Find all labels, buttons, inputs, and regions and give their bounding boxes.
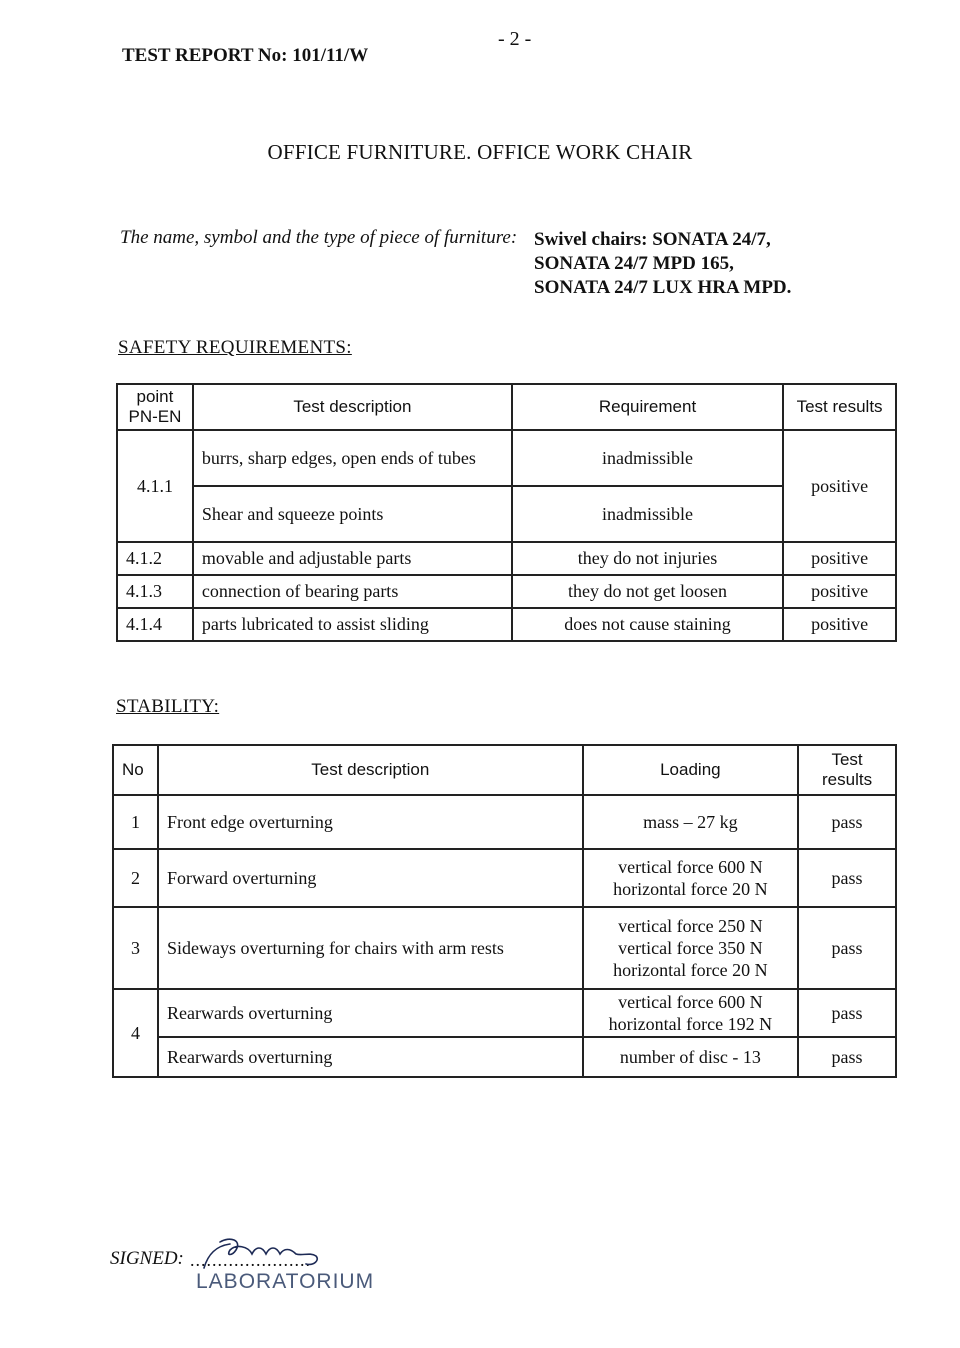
description-cell: burrs, sharp edges, open ends of tubes — [193, 430, 512, 486]
description-cell: Forward overturning — [158, 849, 583, 907]
header-results: Test results — [798, 745, 896, 795]
header-no: No — [113, 745, 158, 795]
no-cell: 2 — [113, 849, 158, 907]
result-cell: pass — [798, 795, 896, 849]
point-cell: 4.1.3 — [117, 575, 193, 608]
description-cell: parts lubricated to assist sliding — [193, 608, 512, 641]
page-number: - 2 - — [498, 28, 532, 50]
header-results: Test results — [783, 384, 896, 430]
furniture-name-label: The name, symbol and the type of piece of furniture: — [120, 227, 518, 248]
table-row — [113, 989, 896, 1037]
no-cell: 3 — [113, 907, 158, 989]
table-row — [117, 608, 896, 641]
result-cell: pass — [798, 1037, 896, 1077]
result-cell: pass — [798, 989, 896, 1037]
signature-dots: ...................... — [190, 1250, 311, 1270]
table-row — [113, 907, 896, 989]
table-row — [113, 1037, 896, 1077]
header-description: Test description — [158, 745, 583, 795]
furniture-name-line: SONATA 24/7 MPD 165, — [534, 253, 734, 274]
loading-cell: vertical force 600 N horizontal force 192 N — [583, 989, 798, 1037]
point-cell: 4.1.1 — [117, 430, 193, 542]
requirement-cell: they do not get loosen — [512, 575, 783, 608]
furniture-name-line: Swivel chairs: SONATA 24/7, — [534, 229, 771, 250]
point-cell: 4.1.2 — [117, 542, 193, 575]
table-row — [117, 486, 896, 542]
table-row — [117, 430, 896, 486]
description-cell: Rearwards overturning — [158, 989, 583, 1037]
description-cell: movable and adjustable parts — [193, 542, 512, 575]
result-cell: positive — [783, 575, 896, 608]
table-row — [113, 849, 896, 907]
loading-cell: vertical force 600 N horizontal force 20 N — [583, 849, 798, 907]
handwritten-signature — [190, 1234, 340, 1274]
safety-table — [116, 383, 897, 642]
table-header-row — [117, 384, 896, 430]
stability-table — [112, 744, 897, 1078]
requirement-cell: inadmissible — [512, 486, 783, 542]
point-cell: 4.1.4 — [117, 608, 193, 641]
loading-cell: mass – 27 kg — [583, 795, 798, 849]
laboratory-stamp: LABORATORIUM — [196, 1270, 375, 1293]
description-cell: connection of bearing parts — [193, 575, 512, 608]
loading-cell: vertical force 250 N vertical force 350 N horizontal force 20 N — [583, 907, 798, 989]
header-requirement: Requirement — [512, 384, 783, 430]
table-row — [117, 542, 896, 575]
table-header-row — [113, 745, 896, 795]
result-cell: positive — [783, 542, 896, 575]
description-cell: Front edge overturning — [158, 795, 583, 849]
signed-label: SIGNED: — [110, 1248, 184, 1269]
table-row — [113, 795, 896, 849]
stability-heading: STABILITY: — [116, 696, 220, 717]
header-loading: Loading — [583, 745, 798, 795]
no-cell: 4 — [113, 989, 158, 1077]
furniture-name-line: SONATA 24/7 LUX HRA MPD. — [534, 277, 792, 298]
result-cell: positive — [783, 608, 896, 641]
table-row — [117, 575, 896, 608]
header-description: Test description — [193, 384, 512, 430]
requirement-cell: inadmissible — [512, 430, 783, 486]
header-point: point PN-EN — [117, 384, 193, 430]
description-cell: Sideways overturning for chairs with arm rests — [158, 907, 583, 989]
requirement-cell: does not cause staining — [512, 608, 783, 641]
requirement-cell: they do not injuries — [512, 542, 783, 575]
document-title: OFFICE FURNITURE. OFFICE WORK CHAIR — [267, 140, 693, 164]
result-cell: pass — [798, 907, 896, 989]
result-cell: positive — [783, 430, 896, 542]
description-cell: Rearwards overturning — [158, 1037, 583, 1077]
result-cell: pass — [798, 849, 896, 907]
no-cell: 1 — [113, 795, 158, 849]
description-cell: Shear and squeeze points — [193, 486, 512, 542]
report-number: TEST REPORT No: 101/11/W — [122, 45, 369, 66]
loading-cell: number of disc - 13 — [583, 1037, 798, 1077]
safety-heading: SAFETY REQUIREMENTS: — [118, 337, 352, 358]
